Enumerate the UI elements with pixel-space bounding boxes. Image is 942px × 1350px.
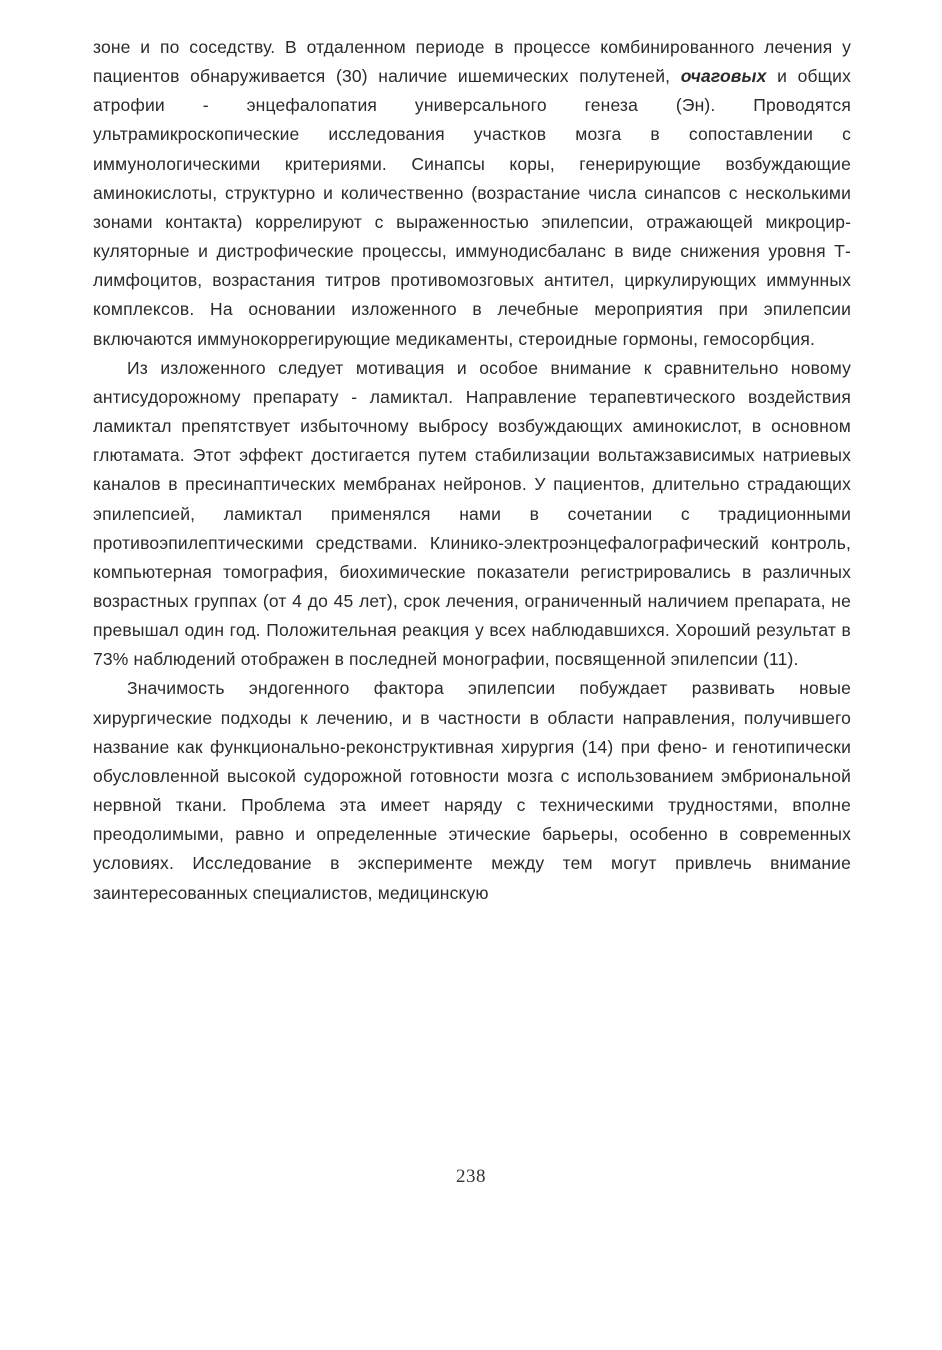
paragraph-2: Из изложенного следует мотивация и особое внимание к сравнительно новому антисудорожному препарату - ламиктал. Направление терапевтического воздействия ламиктал препятствует избыточному выбросу возбуждающих аминокислот, в основном глютамата. Этот эффект достигается путем стабилизации вольтажзависимых натриевых каналов в пресинаптических мембранах нейронов. У пациентов, длительно страдающих эпилепсией, ламиктал применялся нами в сочетании с традиционными противоэпилептическими средствами. Клинико-электроэнцефалографический контроль, компьютерная томография, биохимические показатели регистрировались в различных возрастных группах (от 4 до 45 лет), срок лечения, ограниченный наличием препарата, не превышал один год. Положительная реакция у всех наблюдавшихся. Хороший результат в 73% наблюдений отображен в последней монографии, посвященной эпилепсии (11). (93, 357, 851, 670)
paragraph-3: Значимость эндогенного фактора эпилепсии побуждает развивать новые хирургические подходы к лечению, и в частности в области направления, получившего название как функционально-реконструктивная хирургия (14) при фено- и генотипически обусловленной высокой судорожной готовности мозга с использованием эмбриональной нервной ткани. Проблема эта имеет наряду с техническими трудностями, вполне преодолимыми, равно и определенные этические барьеры, особенно в современных условиях. Исследование в эксперименте между тем могут привлечь внимание заинтересованных специалистов, медицинскую (93, 678, 851, 903)
paragraph-1-part-2: и общих атрофии - энцефалопатия универсального генеза (Эн). Проводятся ультрамикроскопические исследования участков мозга в сопоставлении с иммунологическими критериями. Синапсы коры, генерирующие возбуждающие аминокислоты, структурно и количественно (возрастание числа синапсов с несколькими зонами контакта) коррелируют с выраженностью эпилепсии, отражающей микроциркуляторные и дистрофические процессы, иммунодисбаланс в виде снижения уровня Т-лимфоцитов, возрастания титров противомозговых антител, циркулирующих иммунных комплексов. На основании изложенного в лечебные мероприятия при эпилепсии включаются иммунокоррегирующие медикаменты, стероидные гормоны, гемосорбция. (93, 66, 851, 349)
paragraph-1-part-1: зоне и по соседству. В отдаленном периоде в процессе комбинированного лечения у пациентов обнаруживается (30) наличие ишемических полутеней, (93, 37, 851, 87)
emphasis-word: очаговых (680, 66, 767, 87)
paragraph-1 (93, 33, 851, 354)
body-text (93, 33, 851, 908)
page-number: 238 (456, 1166, 486, 1187)
